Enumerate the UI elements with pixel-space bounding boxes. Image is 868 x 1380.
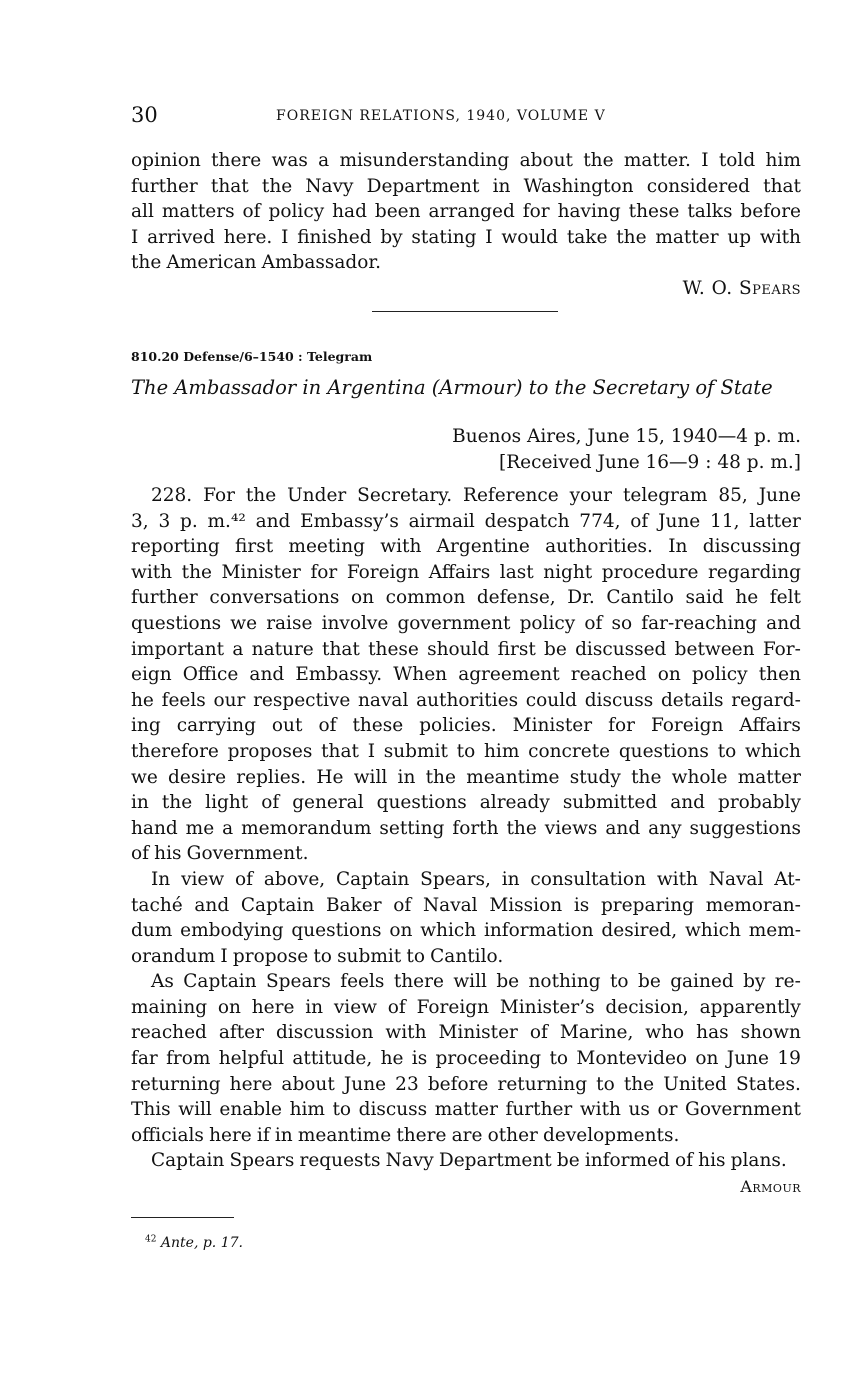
footnote-divider bbox=[131, 1217, 234, 1218]
text-line: Captain Spears requests Navy Department be informed of his plans. bbox=[151, 1150, 787, 1172]
text-line: I arrived here. I finished by stating I would take the matter up with bbox=[131, 226, 801, 248]
footnote-text: Ante, p. 17. bbox=[160, 1235, 243, 1251]
text-line: he feels our respective naval authorities could discuss details regard- bbox=[131, 689, 801, 711]
text-line: in the light of general questions already submitted and probably bbox=[131, 792, 801, 814]
footnote-marker: 42 bbox=[145, 1234, 157, 1245]
text-line: all matters of policy had been arranged for having these talks before bbox=[131, 201, 801, 223]
text-line: reached after discussion with Minister of Marine, who has shown bbox=[131, 1022, 801, 1044]
text-line: maining on here in view of Foreign Minister’s decision, apparently bbox=[131, 996, 801, 1018]
paragraph bbox=[131, 969, 801, 1148]
text-line: 3, 3 p. m.⁴² and Embassy’s airmail despatch 774, of June 11, latter bbox=[131, 510, 801, 532]
text-line: hand me a memorandum setting forth the views and any suggestions bbox=[131, 817, 801, 839]
text-line: officials here if in meantime there are other developments. bbox=[131, 1124, 680, 1146]
document-title-text: The Ambassador in Argentina (Armour) to the Secretary of State bbox=[131, 376, 773, 399]
text-line: with the Minister for Foreign Affairs last night procedure regarding bbox=[131, 561, 801, 583]
telegram-body bbox=[131, 483, 801, 1200]
text-line: further conversations on common defense, Dr. Cantilo said he felt bbox=[131, 587, 801, 609]
text-line: reporting first meeting with Argentine authorities. In discussing bbox=[131, 536, 801, 558]
signature-armour: Armour bbox=[740, 1177, 801, 1197]
text-line: dum embodying questions on which information desired, which mem- bbox=[131, 920, 801, 942]
dateline-received: [Received June 16—9 : 48 p. m.] bbox=[499, 451, 801, 473]
file-reference: 810.20 Defense/6–1540 : Telegram bbox=[131, 349, 373, 364]
page-number: 30 bbox=[131, 103, 158, 127]
running-head: FOREIGN RELATIONS, 1940, VOLUME V bbox=[276, 108, 606, 124]
signature-spears: W. O. Spears bbox=[682, 277, 801, 299]
document-title bbox=[131, 376, 801, 399]
text-line: orandum I propose to submit to Cantilo. bbox=[131, 945, 504, 967]
text-line: 228. For the Under Secretary. Reference your telegram 85, June bbox=[151, 485, 801, 506]
dateline bbox=[452, 424, 801, 475]
text-line: opinion there was a misunderstanding about the matter. I told him bbox=[131, 150, 801, 171]
text-line: important a nature that these should first be discussed between For- bbox=[131, 638, 801, 660]
dateline-place-date: Buenos Aires, June 15, 1940—4 p. m. bbox=[452, 426, 801, 447]
text-line: As Captain Spears feels there will be nothing to be gained by re- bbox=[151, 971, 801, 993]
text-line: taché and Captain Baker of Naval Mission is preparing memoran- bbox=[131, 894, 801, 916]
text-line: therefore proposes that I submit to him concrete questions to which bbox=[131, 740, 801, 762]
continuation-text bbox=[131, 148, 801, 302]
text-line: of his Government. bbox=[131, 843, 309, 865]
text-line: far from helpful attitude, he is proceeding to Montevideo on June 19 bbox=[131, 1048, 801, 1070]
text-line: In view of above, Captain Spears, in consultation with Naval At- bbox=[151, 868, 801, 890]
text-line: the American Ambassador. bbox=[131, 252, 382, 274]
page-header bbox=[131, 103, 801, 133]
text-line: eign Office and Embassy. When agreement reached on policy then bbox=[131, 664, 801, 686]
text-line: ing carrying out of these policies. Minister for Foreign Affairs bbox=[131, 715, 801, 737]
paragraph bbox=[131, 1148, 801, 1174]
text-line: questions we raise involve government policy of so far-reaching and bbox=[131, 612, 801, 634]
text-line: This will enable him to discuss matter further with us or Government bbox=[131, 1099, 801, 1121]
section-divider bbox=[372, 311, 558, 312]
text-line: we desire replies. He will in the meantime study the whole matter bbox=[131, 766, 801, 788]
paragraph bbox=[131, 867, 801, 969]
text-line: further that the Navy Department in Washington considered that bbox=[131, 175, 801, 197]
text-line: returning here about June 23 before returning to the United States. bbox=[131, 1073, 801, 1095]
paragraph bbox=[131, 483, 801, 867]
footnote bbox=[145, 1235, 243, 1251]
